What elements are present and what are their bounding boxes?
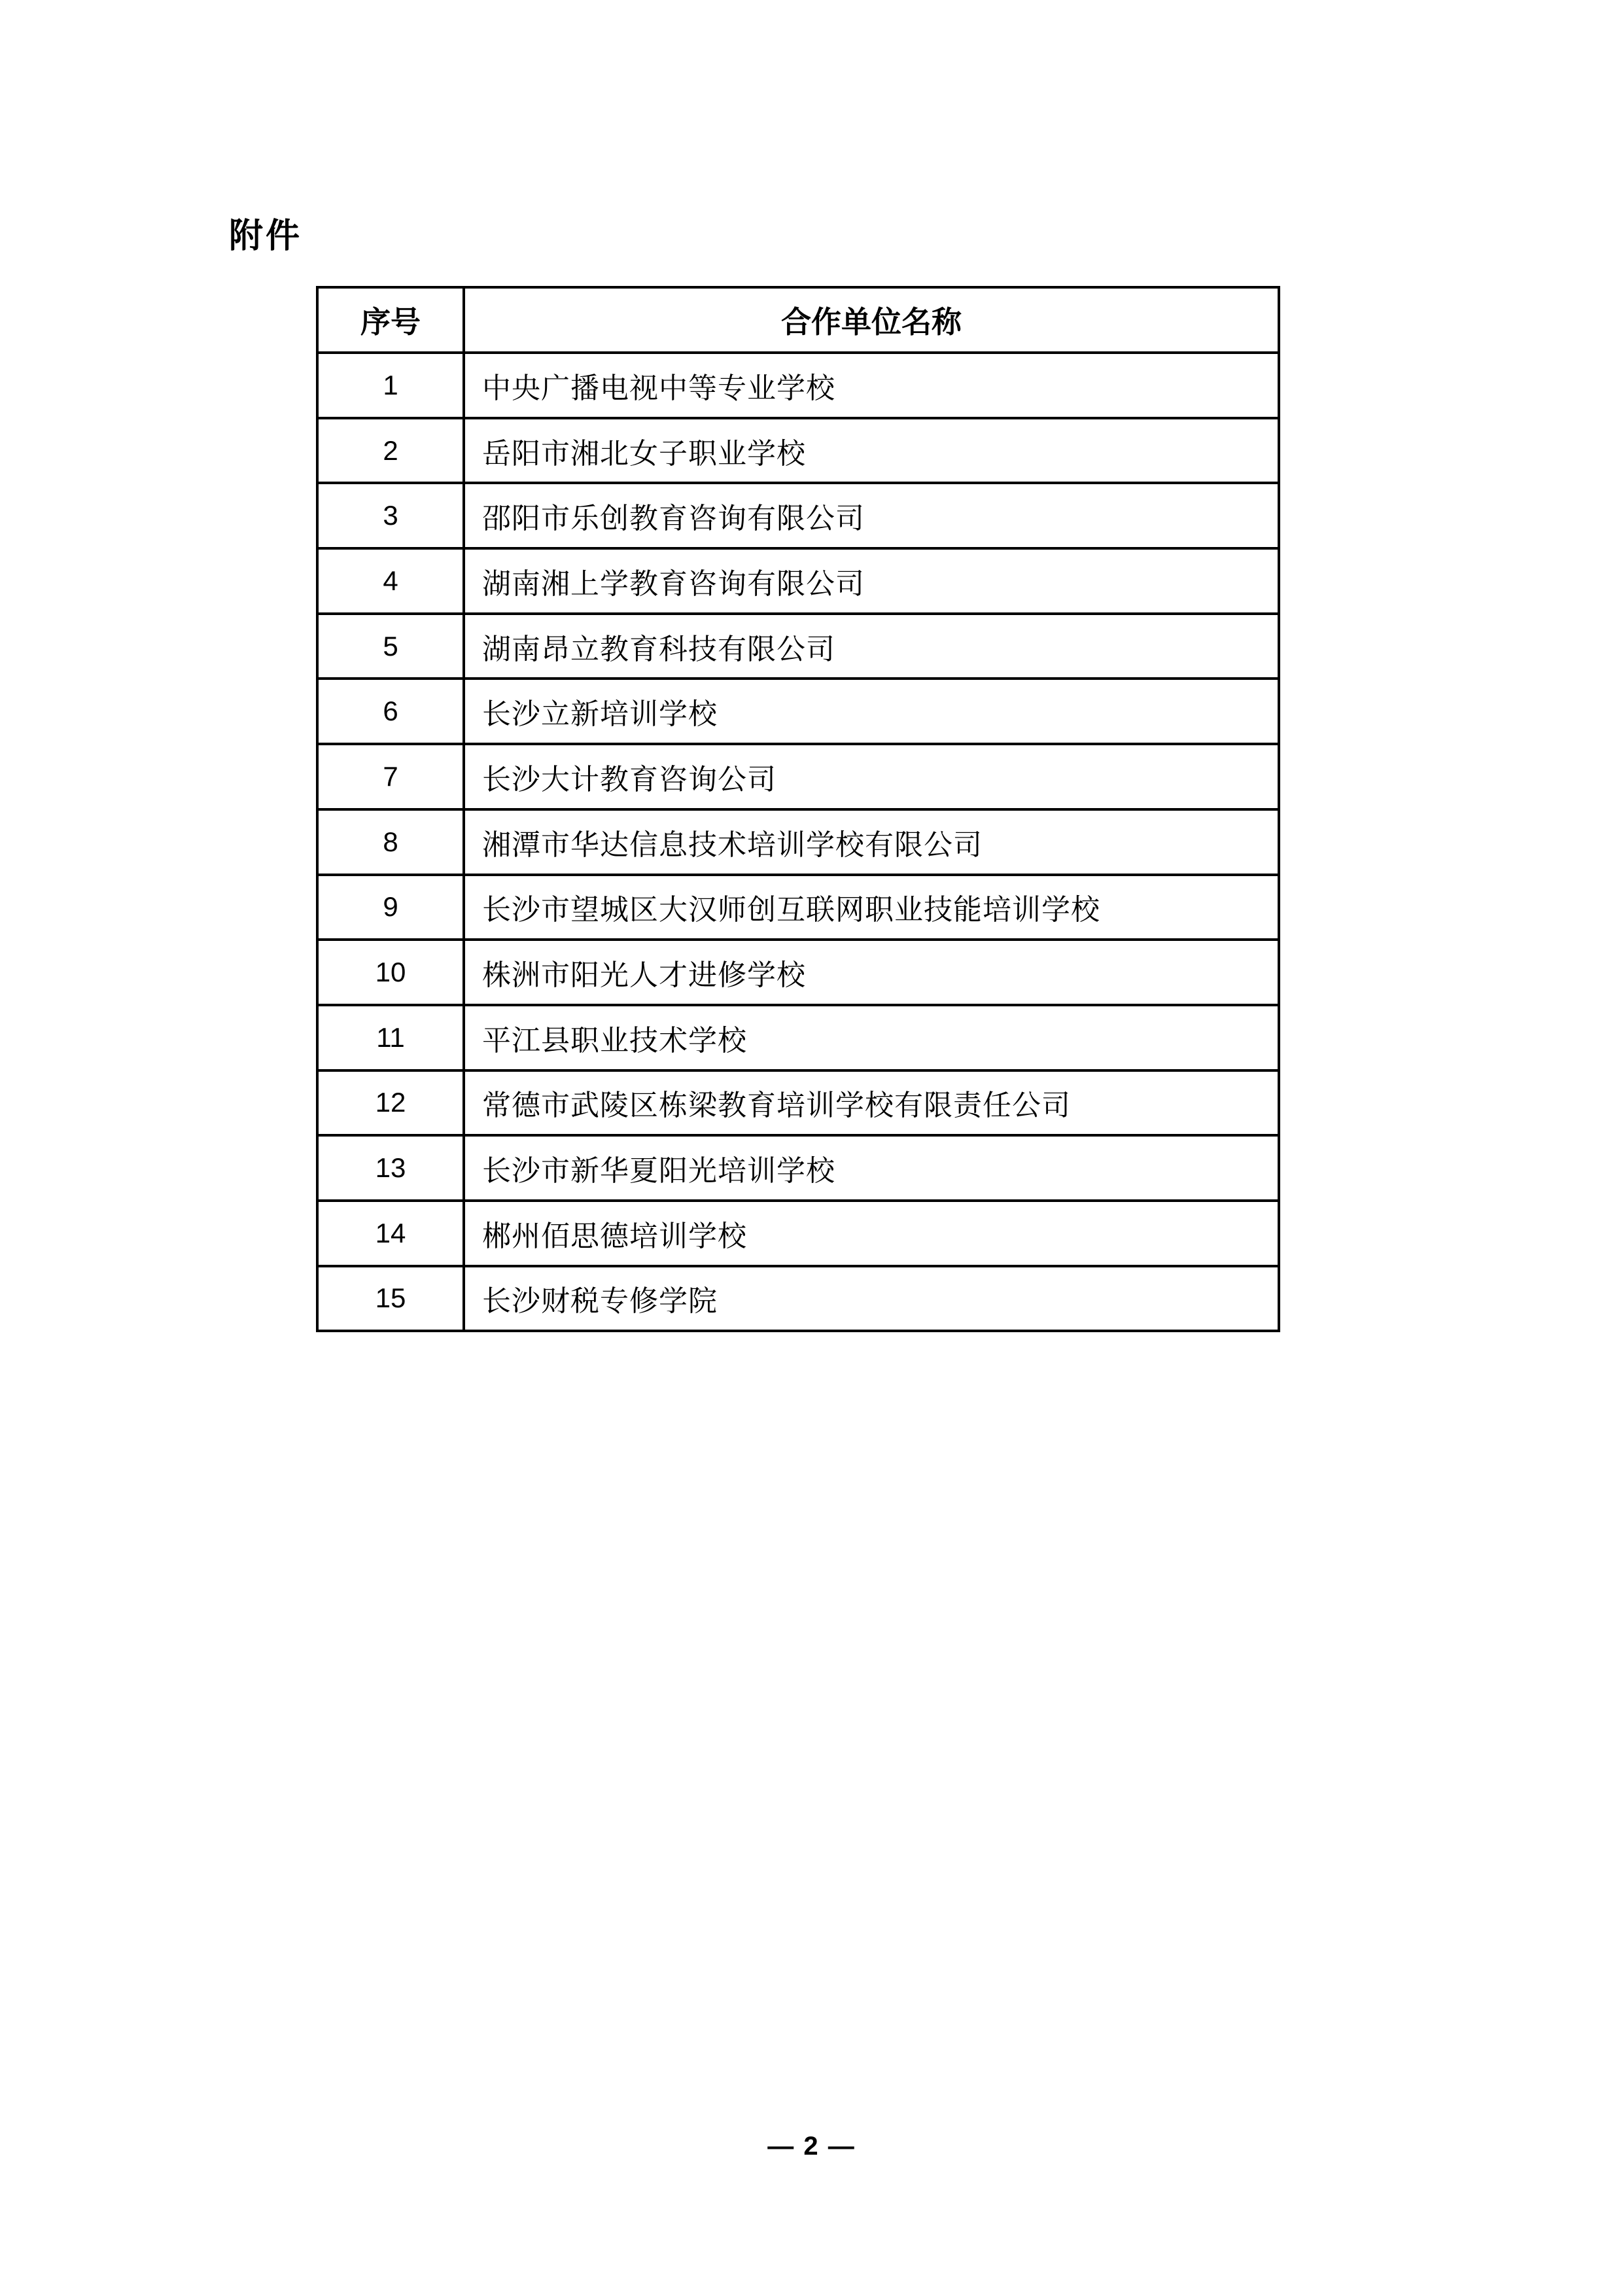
- table-row: [317, 614, 1279, 679]
- table-row: [317, 679, 1279, 744]
- table-row: [317, 548, 1279, 614]
- row-number-cell: 13: [317, 1135, 464, 1201]
- table-row: [317, 875, 1279, 940]
- header-cell-no: 序号: [317, 287, 464, 353]
- table-row: [317, 1135, 1279, 1201]
- page-number: — 2 —: [767, 2132, 856, 2161]
- table-header: [317, 287, 1279, 353]
- table-row: [317, 744, 1279, 809]
- row-number-cell: 15: [317, 1266, 464, 1332]
- row-number-cell: 2: [317, 418, 464, 484]
- table-row: [317, 1201, 1279, 1266]
- header-row: [317, 287, 1279, 353]
- unit-name-cell: 株洲市阳光人才进修学校: [464, 940, 1279, 1005]
- row-number-cell: 10: [317, 940, 464, 1005]
- unit-name-cell: 中央广播电视中等专业学校: [464, 353, 1279, 418]
- row-number-cell: 6: [317, 679, 464, 744]
- row-number-cell: 9: [317, 875, 464, 940]
- unit-name-cell: 湖南昂立教育科技有限公司: [464, 614, 1279, 679]
- unit-name-cell: 湘潭市华达信息技术培训学校有限公司: [464, 809, 1279, 875]
- unit-name-cell: 郴州佰思德培训学校: [464, 1201, 1279, 1266]
- unit-name-cell: 长沙市新华夏阳光培训学校: [464, 1135, 1279, 1201]
- table-row: [317, 1070, 1279, 1136]
- table-row: [317, 483, 1279, 548]
- unit-name-cell: 长沙立新培训学校: [464, 679, 1279, 744]
- attachment-label: 附件: [229, 218, 303, 255]
- row-number-cell: 12: [317, 1070, 464, 1136]
- table-row: [317, 809, 1279, 875]
- row-number-cell: 5: [317, 614, 464, 679]
- table-row: [317, 353, 1279, 418]
- table-row: [317, 940, 1279, 1005]
- row-number-cell: 1: [317, 353, 464, 418]
- unit-name-cell: 长沙财税专修学院: [464, 1266, 1279, 1332]
- row-number-cell: 7: [317, 744, 464, 809]
- table-row: [317, 1266, 1279, 1332]
- table-row: [317, 1005, 1279, 1070]
- row-number-cell: 11: [317, 1005, 464, 1070]
- row-number-cell: 3: [317, 483, 464, 548]
- header-cell-name: 合作单位名称: [464, 287, 1279, 353]
- unit-name-cell: 岳阳市湘北女子职业学校: [464, 418, 1279, 484]
- unit-name-cell: 湖南湘上学教育咨询有限公司: [464, 548, 1279, 614]
- row-number-cell: 14: [317, 1201, 464, 1266]
- table-row: [317, 418, 1279, 484]
- table-body: [317, 353, 1279, 1331]
- row-number-cell: 4: [317, 548, 464, 614]
- row-number-cell: 8: [317, 809, 464, 875]
- unit-name-cell: 长沙大计教育咨询公司: [464, 744, 1279, 809]
- unit-name-cell: 长沙市望城区大汉师创互联网职业技能培训学校: [464, 875, 1279, 940]
- partners-table: [316, 286, 1280, 1332]
- unit-name-cell: 平江县职业技术学校: [464, 1005, 1279, 1070]
- unit-name-cell: 邵阳市乐创教育咨询有限公司: [464, 483, 1279, 548]
- unit-name-cell: 常德市武陵区栋梁教育培训学校有限责任公司: [464, 1070, 1279, 1136]
